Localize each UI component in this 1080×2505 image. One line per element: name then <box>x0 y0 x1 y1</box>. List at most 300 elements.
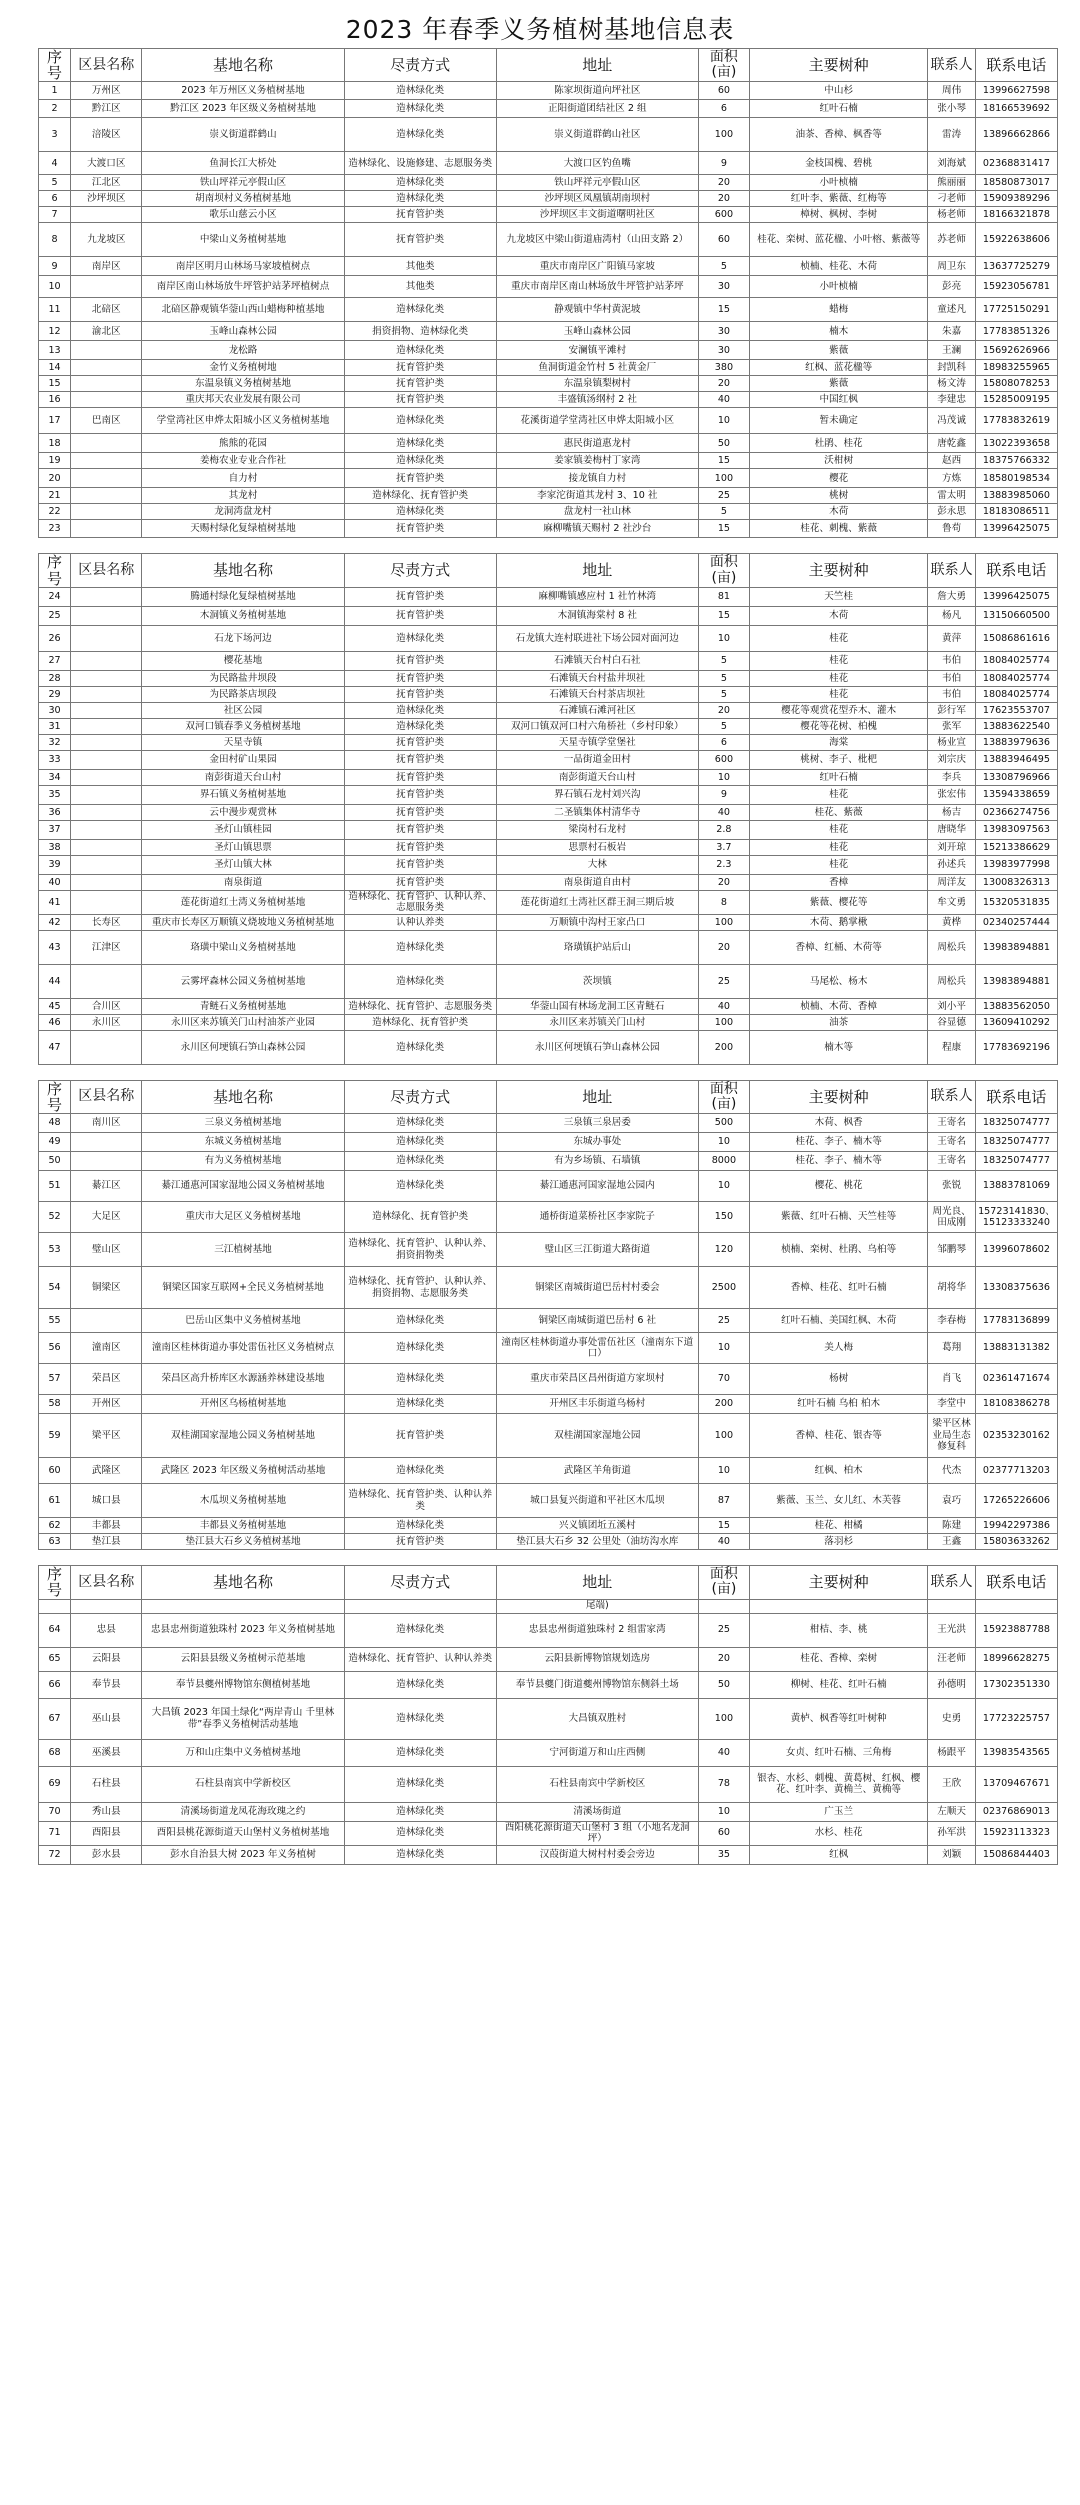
address-cell: 南泉街道自由村 <box>496 874 698 890</box>
address-cell: 沙坪坝区丰文街道曙明社区 <box>496 207 698 223</box>
district-cell <box>71 376 142 392</box>
area-cell: 10 <box>698 769 749 785</box>
district-cell <box>71 874 142 890</box>
contact-cell: 韦伯 <box>928 670 976 686</box>
phone-cell: 18166539692 <box>975 100 1057 118</box>
phone-cell: 17783136899 <box>975 1309 1057 1333</box>
table-row <box>39 1671 1058 1698</box>
area-cell: 6 <box>698 734 749 750</box>
column-header: 面积(亩) <box>698 1566 749 1599</box>
area-cell: 120 <box>698 1233 749 1267</box>
district-cell: 秀山县 <box>71 1802 142 1821</box>
base-name-cell: 南岸区南山林场放牛坪管护站茅坪植树点 <box>142 276 344 298</box>
contact-cell: 杨业宣 <box>928 734 976 750</box>
address-cell: 铁山坪祥元亭假山区 <box>496 175 698 191</box>
area-cell: 150 <box>698 1202 749 1233</box>
species-cell: 广玉兰 <box>749 1802 927 1821</box>
area-cell: 40 <box>698 1534 749 1550</box>
species-cell: 桢楠、木荷、香樟 <box>749 998 927 1014</box>
species-cell: 紫薇 <box>749 376 927 392</box>
address-cell: 开州区丰乐街道乌杨村 <box>496 1395 698 1414</box>
seq-cell: 50 <box>39 1152 71 1171</box>
address-cell: 云阳县新博物馆规划选房 <box>496 1647 698 1671</box>
seq-cell: 44 <box>39 964 71 998</box>
base-name-cell: 重庆市大足区义务植树基地 <box>142 1202 344 1233</box>
table-row <box>39 1014 1058 1030</box>
method-cell: 造林绿化类 <box>344 1152 496 1171</box>
base-name-cell: 界石镇义务植树基地 <box>142 785 344 804</box>
species-cell: 暂未确定 <box>749 408 927 434</box>
method-cell: 抚育管护类 <box>344 207 496 223</box>
seq-cell: 49 <box>39 1133 71 1152</box>
area-cell: 2500 <box>698 1267 749 1309</box>
district-cell: 铜梁区 <box>71 1267 142 1309</box>
table-row <box>39 686 1058 702</box>
district-cell <box>71 341 142 360</box>
seq-cell: 19 <box>39 453 71 469</box>
contact-cell: 史勇 <box>928 1698 976 1739</box>
area-cell: 78 <box>698 1766 749 1802</box>
species-cell: 红叶石楠 <box>749 769 927 785</box>
address-cell: 珞璜镇护站后山 <box>496 930 698 964</box>
method-cell: 造林绿化类 <box>344 1030 496 1064</box>
species-cell: 桂花、刺槐、紫薇 <box>749 520 927 538</box>
method-cell: 造林绿化类 <box>344 1739 496 1766</box>
seq-cell: 11 <box>39 298 71 322</box>
area-cell: 200 <box>698 1030 749 1064</box>
phone-cell: 17725150291 <box>975 298 1057 322</box>
base-name-cell: 武隆区 2023 年区级义务植树活动基地 <box>142 1458 344 1484</box>
species-cell: 桃树、李子、枇杷 <box>749 750 927 769</box>
seq-cell: 62 <box>39 1518 71 1534</box>
seq-cell: 5 <box>39 175 71 191</box>
continuation-row <box>39 1599 1058 1613</box>
species-cell: 红叶石楠 乌桕 柏木 <box>749 1395 927 1414</box>
base-name-cell: 天星寺镇 <box>142 734 344 750</box>
method-cell: 抚育管护类 <box>344 820 496 839</box>
district-cell: 大渡口区 <box>71 152 142 175</box>
table-row <box>39 1152 1058 1171</box>
method-cell: 造林绿化类 <box>344 82 496 100</box>
table-row <box>39 341 1058 360</box>
column-header: 主要树种 <box>749 49 927 82</box>
contact-cell: 王光洪 <box>928 1613 976 1647</box>
address-cell: 石滩镇石滩河社区 <box>496 702 698 718</box>
phone-cell: 13883562050 <box>975 998 1057 1014</box>
species-cell: 沃柑树 <box>749 453 927 469</box>
address-cell: 九龙坡区中梁山街道庙湾村（山田支路 2） <box>496 223 698 257</box>
phone-cell: 13308796966 <box>975 769 1057 785</box>
district-cell <box>71 1030 142 1064</box>
district-cell <box>71 392 142 408</box>
address-cell: 莲花街道红土湾社区群王洞三期后坡 <box>496 890 698 914</box>
table-row <box>39 408 1058 434</box>
area-cell: 25 <box>698 964 749 998</box>
district-cell: 丰都县 <box>71 1518 142 1534</box>
district-cell: 綦江区 <box>71 1171 142 1202</box>
phone-cell: 02353230162 <box>975 1414 1057 1458</box>
species-cell: 樱花等花树、柏槐 <box>749 718 927 734</box>
contact-cell: 王鑫 <box>928 1534 976 1550</box>
column-header: 区县名称 <box>71 49 142 82</box>
contact-cell: 周卫东 <box>928 257 976 276</box>
base-name-cell: 万和山庄集中义务植树基地 <box>142 1739 344 1766</box>
area-cell: 10 <box>698 408 749 434</box>
district-cell <box>71 718 142 734</box>
contact-cell: 刘开琼 <box>928 839 976 855</box>
phone-cell: 18325074777 <box>975 1114 1057 1133</box>
district-cell <box>71 820 142 839</box>
method-cell: 抚育管护类 <box>344 1534 496 1550</box>
method-cell: 造林绿化类 <box>344 964 496 998</box>
base-name-cell: 金田村矿山果园 <box>142 750 344 769</box>
district-cell: 万州区 <box>71 82 142 100</box>
area-cell: 100 <box>698 1414 749 1458</box>
contact-cell: 冯茂诚 <box>928 408 976 434</box>
base-name-cell: 歌乐山慈云小区 <box>142 207 344 223</box>
column-header: 序号 <box>39 1566 71 1599</box>
phone-cell: 17783851326 <box>975 322 1057 341</box>
method-cell: 造林绿化类 <box>344 1698 496 1739</box>
method-cell: 造林绿化、设施修建、志愿服务类 <box>344 152 496 175</box>
phone-cell: 13883946495 <box>975 750 1057 769</box>
area-cell: 81 <box>698 587 749 606</box>
area-cell: 20 <box>698 702 749 718</box>
contact-cell: 张宏伟 <box>928 785 976 804</box>
phone-cell: 13983894881 <box>975 964 1057 998</box>
column-header: 联系电话 <box>975 1080 1057 1113</box>
contact-cell: 彭行军 <box>928 702 976 718</box>
seq-cell: 63 <box>39 1534 71 1550</box>
seq-cell: 37 <box>39 820 71 839</box>
base-name-cell: 南泉街道 <box>142 874 344 890</box>
district-cell <box>71 488 142 504</box>
seq-cell: 22 <box>39 504 71 520</box>
method-cell: 造林绿化、抚育管护、认种认养、捐资捐物类 <box>344 1233 496 1267</box>
table-row <box>39 504 1058 520</box>
seq-cell: 58 <box>39 1395 71 1414</box>
method-cell: 造林绿化类 <box>344 1671 496 1698</box>
address-cell: 盘龙村一社山林 <box>496 504 698 520</box>
species-cell: 桂花、柑橘 <box>749 1518 927 1534</box>
district-cell <box>71 855 142 874</box>
column-header: 尽责方式 <box>344 1566 496 1599</box>
seq-cell: 32 <box>39 734 71 750</box>
empty-cell <box>975 1599 1057 1613</box>
address-cell: 东温泉镇梨树村 <box>496 376 698 392</box>
district-cell: 城口县 <box>71 1484 142 1518</box>
contact-cell: 刁老师 <box>928 191 976 207</box>
table-row <box>39 1171 1058 1202</box>
seq-cell: 65 <box>39 1647 71 1671</box>
method-cell: 造林绿化类 <box>344 1133 496 1152</box>
species-cell: 香樟 <box>749 874 927 890</box>
table-row <box>39 1739 1058 1766</box>
table-row <box>39 625 1058 651</box>
address-cell: 李家沱街道其龙村 3、10 社 <box>496 488 698 504</box>
species-cell: 红叶李、紫薇、红梅等 <box>749 191 927 207</box>
base-name-cell: 中梁山义务植树基地 <box>142 223 344 257</box>
column-header: 面积(亩) <box>698 1080 749 1113</box>
district-cell <box>71 606 142 625</box>
species-cell: 红枫 <box>749 1845 927 1864</box>
address-cell: 东城办事处 <box>496 1133 698 1152</box>
phone-cell: 13609410292 <box>975 1014 1057 1030</box>
address-cell: 一品街道金田村 <box>496 750 698 769</box>
contact-cell: 王寄名 <box>928 1114 976 1133</box>
contact-cell: 杨吉 <box>928 804 976 820</box>
contact-cell: 刘宗庆 <box>928 750 976 769</box>
phone-cell: 18325074777 <box>975 1152 1057 1171</box>
table-row <box>39 223 1058 257</box>
address-cell: 鱼洞街道金竹村 5 社黄金厂 <box>496 360 698 376</box>
table-row <box>39 1484 1058 1518</box>
species-cell: 香樟、红桶、木荷等 <box>749 930 927 964</box>
seq-cell: 67 <box>39 1698 71 1739</box>
address-cell: 石滩镇天台村白石社 <box>496 651 698 670</box>
area-cell: 8000 <box>698 1152 749 1171</box>
area-cell: 35 <box>698 1845 749 1864</box>
seq-cell: 8 <box>39 223 71 257</box>
base-name-cell: 圣灯山镇桂园 <box>142 820 344 839</box>
contact-cell: 李春梅 <box>928 1309 976 1333</box>
area-cell: 87 <box>698 1484 749 1518</box>
phone-cell: 13594338659 <box>975 785 1057 804</box>
address-cell: 陈家坝街道向坪社区 <box>496 82 698 100</box>
phone-cell: 17623553707 <box>975 702 1057 718</box>
contact-cell: 鲁苟 <box>928 520 976 538</box>
species-cell: 木荷 <box>749 606 927 625</box>
table-row <box>39 1414 1058 1458</box>
area-cell: 10 <box>698 1133 749 1152</box>
table-row <box>39 152 1058 175</box>
phone-cell: 18084025774 <box>975 651 1057 670</box>
seq-cell: 42 <box>39 914 71 930</box>
tree-planting-table <box>38 48 1058 538</box>
species-cell: 桂花 <box>749 686 927 702</box>
phone-cell: 18108386278 <box>975 1395 1057 1414</box>
empty-cell <box>928 1599 976 1613</box>
phone-cell: 13883622540 <box>975 718 1057 734</box>
column-header: 基地名称 <box>142 1566 344 1599</box>
contact-cell: 王寄名 <box>928 1152 976 1171</box>
area-cell: 30 <box>698 341 749 360</box>
district-cell <box>71 276 142 298</box>
species-cell: 蜡梅 <box>749 298 927 322</box>
contact-cell: 张军 <box>928 718 976 734</box>
district-cell <box>71 360 142 376</box>
address-cell: 石滩镇天台村茶店坝社 <box>496 686 698 702</box>
district-cell <box>71 504 142 520</box>
phone-cell: 02340257444 <box>975 914 1057 930</box>
phone-cell: 13008326313 <box>975 874 1057 890</box>
area-cell: 25 <box>698 1613 749 1647</box>
method-cell: 造林绿化类 <box>344 504 496 520</box>
district-cell: 江北区 <box>71 175 142 191</box>
area-cell: 600 <box>698 750 749 769</box>
table-row <box>39 392 1058 408</box>
base-name-cell: 熊熊的花园 <box>142 434 344 453</box>
species-cell: 桃树 <box>749 488 927 504</box>
district-cell <box>71 964 142 998</box>
table-row <box>39 890 1058 914</box>
method-cell: 抚育管护类 <box>344 804 496 820</box>
phone-cell: 13983543565 <box>975 1739 1057 1766</box>
phone-cell: 13983894881 <box>975 930 1057 964</box>
district-cell: 石柱县 <box>71 1766 142 1802</box>
method-cell: 造林绿化类 <box>344 702 496 718</box>
area-cell: 380 <box>698 360 749 376</box>
contact-cell: 孙军洪 <box>928 1821 976 1845</box>
seq-cell: 14 <box>39 360 71 376</box>
table-row <box>39 1458 1058 1484</box>
species-cell: 桢楠、桂花、木荷 <box>749 257 927 276</box>
species-cell: 杜鹃、桂花 <box>749 434 927 453</box>
address-cell: 思票村石板岩 <box>496 839 698 855</box>
district-cell <box>71 1152 142 1171</box>
base-name-cell: 重庆邦天农业发展有限公司 <box>142 392 344 408</box>
contact-cell: 韦伯 <box>928 651 976 670</box>
method-cell: 其他类 <box>344 257 496 276</box>
species-cell: 桂花、紫薇 <box>749 804 927 820</box>
area-cell: 8 <box>698 890 749 914</box>
district-cell: 潼南区 <box>71 1333 142 1364</box>
address-cell: 麻柳嘴镇感应村 1 社竹林湾 <box>496 587 698 606</box>
method-cell: 造林绿化类 <box>344 625 496 651</box>
address-cell: 永川区何埂镇石笋山森林公园 <box>496 1030 698 1064</box>
seq-cell: 45 <box>39 998 71 1014</box>
table-row <box>39 874 1058 890</box>
contact-cell: 王寄名 <box>928 1133 976 1152</box>
contact-cell: 周松兵 <box>928 964 976 998</box>
empty-cell <box>71 1599 142 1613</box>
column-header: 主要树种 <box>749 1566 927 1599</box>
seq-cell: 20 <box>39 469 71 488</box>
address-cell: 接龙镇自力村 <box>496 469 698 488</box>
phone-cell: 15086844403 <box>975 1845 1057 1864</box>
species-cell: 木荷、鹅掌楸 <box>749 914 927 930</box>
contact-cell: 张锐 <box>928 1171 976 1202</box>
contact-cell: 李建忠 <box>928 392 976 408</box>
table-row <box>39 839 1058 855</box>
column-header: 区县名称 <box>71 1080 142 1113</box>
seq-cell: 71 <box>39 1821 71 1845</box>
method-cell: 抚育管护类 <box>344 769 496 785</box>
address-cell: 大林 <box>496 855 698 874</box>
contact-cell: 唐晓华 <box>928 820 976 839</box>
base-name-cell: 龙松路 <box>142 341 344 360</box>
base-name-cell: 木瓜坝义务植树基地 <box>142 1484 344 1518</box>
base-name-cell: 南岸区明月山林场马家坡植树点 <box>142 257 344 276</box>
base-name-cell: 永川区何埂镇石笋山森林公园 <box>142 1030 344 1064</box>
contact-cell: 李兵 <box>928 769 976 785</box>
area-cell: 5 <box>698 718 749 734</box>
contact-cell: 赵西 <box>928 453 976 469</box>
seq-cell: 2 <box>39 100 71 118</box>
phone-cell: 13150660500 <box>975 606 1057 625</box>
method-cell: 捐资捐物、造林绿化类 <box>344 322 496 341</box>
species-cell: 樟树、枫树、李树 <box>749 207 927 223</box>
empty-cell <box>142 1599 344 1613</box>
column-header: 序号 <box>39 49 71 82</box>
district-cell <box>71 670 142 686</box>
column-header: 地址 <box>496 1080 698 1113</box>
species-cell: 桂花 <box>749 785 927 804</box>
district-cell <box>71 469 142 488</box>
district-cell <box>71 587 142 606</box>
column-header: 面积(亩) <box>698 49 749 82</box>
method-cell: 认种认养类 <box>344 914 496 930</box>
seq-cell: 40 <box>39 874 71 890</box>
table-row <box>39 1267 1058 1309</box>
base-name-cell: 东温泉镇义务植树基地 <box>142 376 344 392</box>
species-cell: 银杏、水杉、刺槐、黄葛树、红枫、樱花、红叶李、黄桷兰、黄桷等 <box>749 1766 927 1802</box>
table-header-row <box>39 1080 1058 1113</box>
table-row <box>39 587 1058 606</box>
phone-cell: 13709467671 <box>975 1766 1057 1802</box>
contact-cell: 周洋友 <box>928 874 976 890</box>
area-cell: 9 <box>698 785 749 804</box>
method-cell: 抚育管护类 <box>344 469 496 488</box>
method-cell: 造林绿化、抚育管护类 <box>344 1014 496 1030</box>
address-cell: 玉峰山森林公园 <box>496 322 698 341</box>
base-name-cell: 北碚区静观镇华蓥山西山蜡梅种植基地 <box>142 298 344 322</box>
area-cell: 5 <box>698 504 749 520</box>
area-cell: 5 <box>698 651 749 670</box>
species-cell: 桢楠、栾树、杜鹃、乌桕等 <box>749 1233 927 1267</box>
phone-cell: 15723141830、15123333240 <box>975 1202 1057 1233</box>
district-cell: 巫山县 <box>71 1698 142 1739</box>
seq-cell: 16 <box>39 392 71 408</box>
column-header: 联系电话 <box>975 1566 1057 1599</box>
address-cell: 天星寺镇学堂堡社 <box>496 734 698 750</box>
address-cell: 清溪场街道 <box>496 1802 698 1821</box>
seq-cell: 6 <box>39 191 71 207</box>
base-name-cell: 木洞镇义务植树基地 <box>142 606 344 625</box>
base-name-cell: 开州区乌杨植树基地 <box>142 1395 344 1414</box>
column-header: 基地名称 <box>142 554 344 587</box>
area-cell: 60 <box>698 223 749 257</box>
table-row <box>39 434 1058 453</box>
area-cell: 40 <box>698 1739 749 1766</box>
species-cell: 海棠 <box>749 734 927 750</box>
method-cell: 其他类 <box>344 276 496 298</box>
district-cell <box>71 769 142 785</box>
method-cell: 抚育管护类 <box>344 785 496 804</box>
seq-cell: 31 <box>39 718 71 734</box>
district-cell: 沙坪坝区 <box>71 191 142 207</box>
contact-cell: 陈建 <box>928 1518 976 1534</box>
method-cell: 抚育管护类 <box>344 223 496 257</box>
table-row <box>39 1233 1058 1267</box>
seq-cell: 21 <box>39 488 71 504</box>
species-cell: 马尾松、杨木 <box>749 964 927 998</box>
base-name-cell: 胡南坝村义务植树基地 <box>142 191 344 207</box>
base-name-cell: 为民路茶店坝段 <box>142 686 344 702</box>
table-header-row <box>39 49 1058 82</box>
species-cell: 小叶桢楠 <box>749 276 927 298</box>
seq-cell: 4 <box>39 152 71 175</box>
species-cell: 木荷、枫香 <box>749 1114 927 1133</box>
table-row <box>39 520 1058 538</box>
base-name-cell: 清溪场街道龙凤花海玫瑰之约 <box>142 1802 344 1821</box>
contact-cell: 方炼 <box>928 469 976 488</box>
address-cell: 酉阳桃花源街道天山堡村 3 组（小地名龙洞坪） <box>496 1821 698 1845</box>
column-header: 基地名称 <box>142 1080 344 1113</box>
method-cell: 抚育管护类 <box>344 606 496 625</box>
address-cell: 双河口镇双河口村六角桥社（乡村印象） <box>496 718 698 734</box>
phone-cell: 13996425075 <box>975 520 1057 538</box>
